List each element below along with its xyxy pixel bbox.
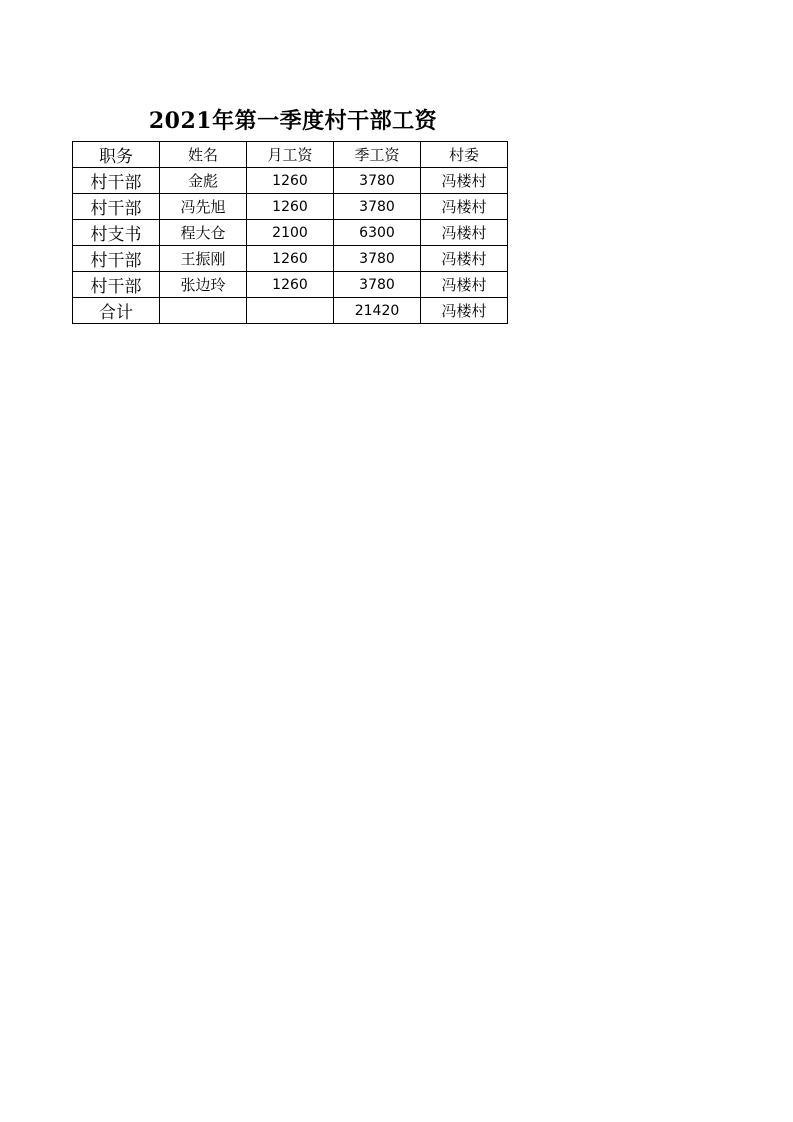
table-row [73, 246, 508, 272]
cell-village-committee: 冯楼村 [421, 272, 508, 298]
column-header-position: 职务 [73, 142, 160, 168]
cell-name: 金彪 [160, 168, 247, 194]
cell-monthly-salary: 2100 [247, 220, 334, 246]
table-row [73, 194, 508, 220]
total-village-committee: 冯楼村 [421, 298, 508, 324]
cell-monthly-salary: 1260 [247, 168, 334, 194]
cell-quarterly-salary: 6300 [334, 220, 421, 246]
cell-village-committee: 冯楼村 [421, 168, 508, 194]
cell-quarterly-salary: 3780 [334, 168, 421, 194]
table-row [73, 168, 508, 194]
cell-position: 村干部 [73, 272, 160, 298]
table-total-row [73, 298, 508, 324]
column-header-name: 姓名 [160, 142, 247, 168]
cell-monthly-salary: 1260 [247, 194, 334, 220]
table-row [73, 272, 508, 298]
cell-monthly-salary: 1260 [247, 246, 334, 272]
total-empty-cell [160, 298, 247, 324]
cell-quarterly-salary: 3780 [334, 194, 421, 220]
table-header-row [73, 142, 508, 168]
total-quarterly-salary: 21420 [334, 298, 421, 324]
column-header-monthly-salary: 月工资 [247, 142, 334, 168]
cell-name: 王振刚 [160, 246, 247, 272]
cell-village-committee: 冯楼村 [421, 194, 508, 220]
cell-quarterly-salary: 3780 [334, 246, 421, 272]
table-row [73, 220, 508, 246]
cell-name: 程大仓 [160, 220, 247, 246]
column-header-quarterly-salary: 季工资 [334, 142, 421, 168]
cell-name: 张边玲 [160, 272, 247, 298]
cell-village-committee: 冯楼村 [421, 220, 508, 246]
cell-monthly-salary: 1260 [247, 272, 334, 298]
cell-quarterly-salary: 3780 [334, 272, 421, 298]
column-header-village-committee: 村委 [421, 142, 508, 168]
total-label: 合计 [73, 298, 160, 324]
cell-village-committee: 冯楼村 [421, 246, 508, 272]
cell-position: 村干部 [73, 168, 160, 194]
cell-position: 村干部 [73, 246, 160, 272]
salary-table [72, 141, 508, 324]
page-title: 2021年第一季度村干部工资 [148, 108, 438, 134]
total-empty-cell [247, 298, 334, 324]
cell-name: 冯先旭 [160, 194, 247, 220]
cell-position: 村干部 [73, 194, 160, 220]
cell-position: 村支书 [73, 220, 160, 246]
